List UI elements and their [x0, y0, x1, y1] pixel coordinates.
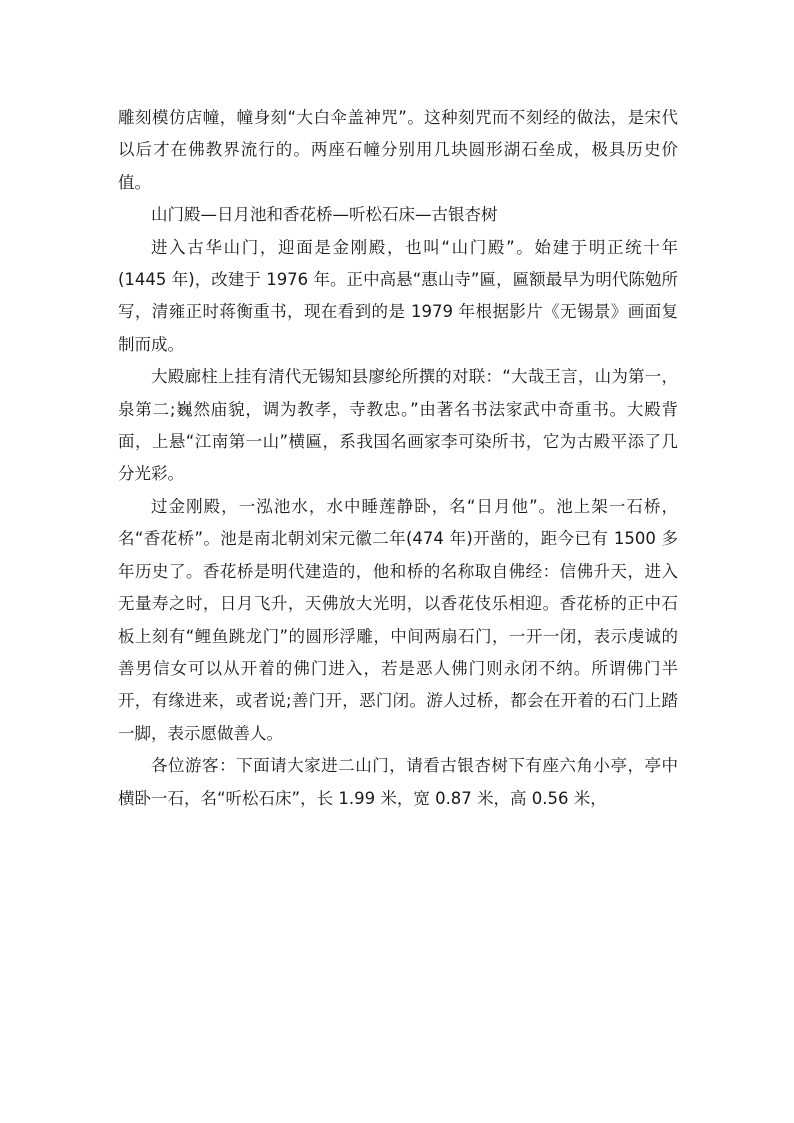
paragraph-shanmen-hall: 进入古华山门，迎面是金刚殿，也叫“山门殿”。始建于明正统十年(1445 年)，改建于 1976 年。正中高悬“惠山寺”匾，匾额最早为明代陈勉所写，清雍正时蒋衡重书，现在看到的是 1979 年根据影片《无锡景》画面复制而成。 — [118, 237, 678, 354]
paragraph-riyue-pond: 过金刚殿，一泓池水，水中睡莲静卧，名“日月他”。池上架一石桥，名“香花桥”。池是南北朝刘宋元徽二年(474 年)开凿的，距今已有 1500 多年历史了。香花桥是明代建造的，他和桥的名称取自佛经：信佛升天，进入无量寿之时，日月飞升，天佛放大光明，以香花伎乐相迎。香花桥的正中石板上刻有“鲤鱼跳龙门”的圆形浮雕，中间两扇石门，一开一闭，表示虔诚的善男信女可以从开着的佛门进入，若是恶人佛门则永闭不纳。所谓佛门半开，有缘进来，或者说;善门开，恶门闭。游人过桥，都会在开着的石门上踏一脚，表示愿做善人。 — [118, 496, 678, 743]
paragraph-couplet: 大殿廊柱上挂有清代无锡知县廖纶所撰的对联：“大哉王言，山为第一，泉第二;巍然庙貌，调为教孝，寺教忠。”由著名书法家武中奇重书。大殿背面，上悬“江南第一山”横匾，系我国名画家李可染所书，它为古殿平添了几分光彩。 — [118, 367, 678, 484]
section-heading: 山门殿—日月池和香花桥—听松石床—古银杏树 — [151, 205, 498, 225]
paragraph-stone-pillars: 雕刻模仿店幢，幢身刻“大白伞盖神咒”。这种刻咒而不刻经的做法，是宋代以后才在佛教界流行的。两座石幢分别用几块圆形湖石垒成，极具历史价值。 — [118, 108, 678, 192]
paragraph-tingsong-stone: 各位游客：下面请大家进二山门，请看古银杏树下有座六角小亭，亭中横卧一石，名“听松石床”，长 1.99 米，宽 0.87 米，高 0.56 米， — [118, 756, 678, 808]
document-body — [118, 102, 678, 815]
